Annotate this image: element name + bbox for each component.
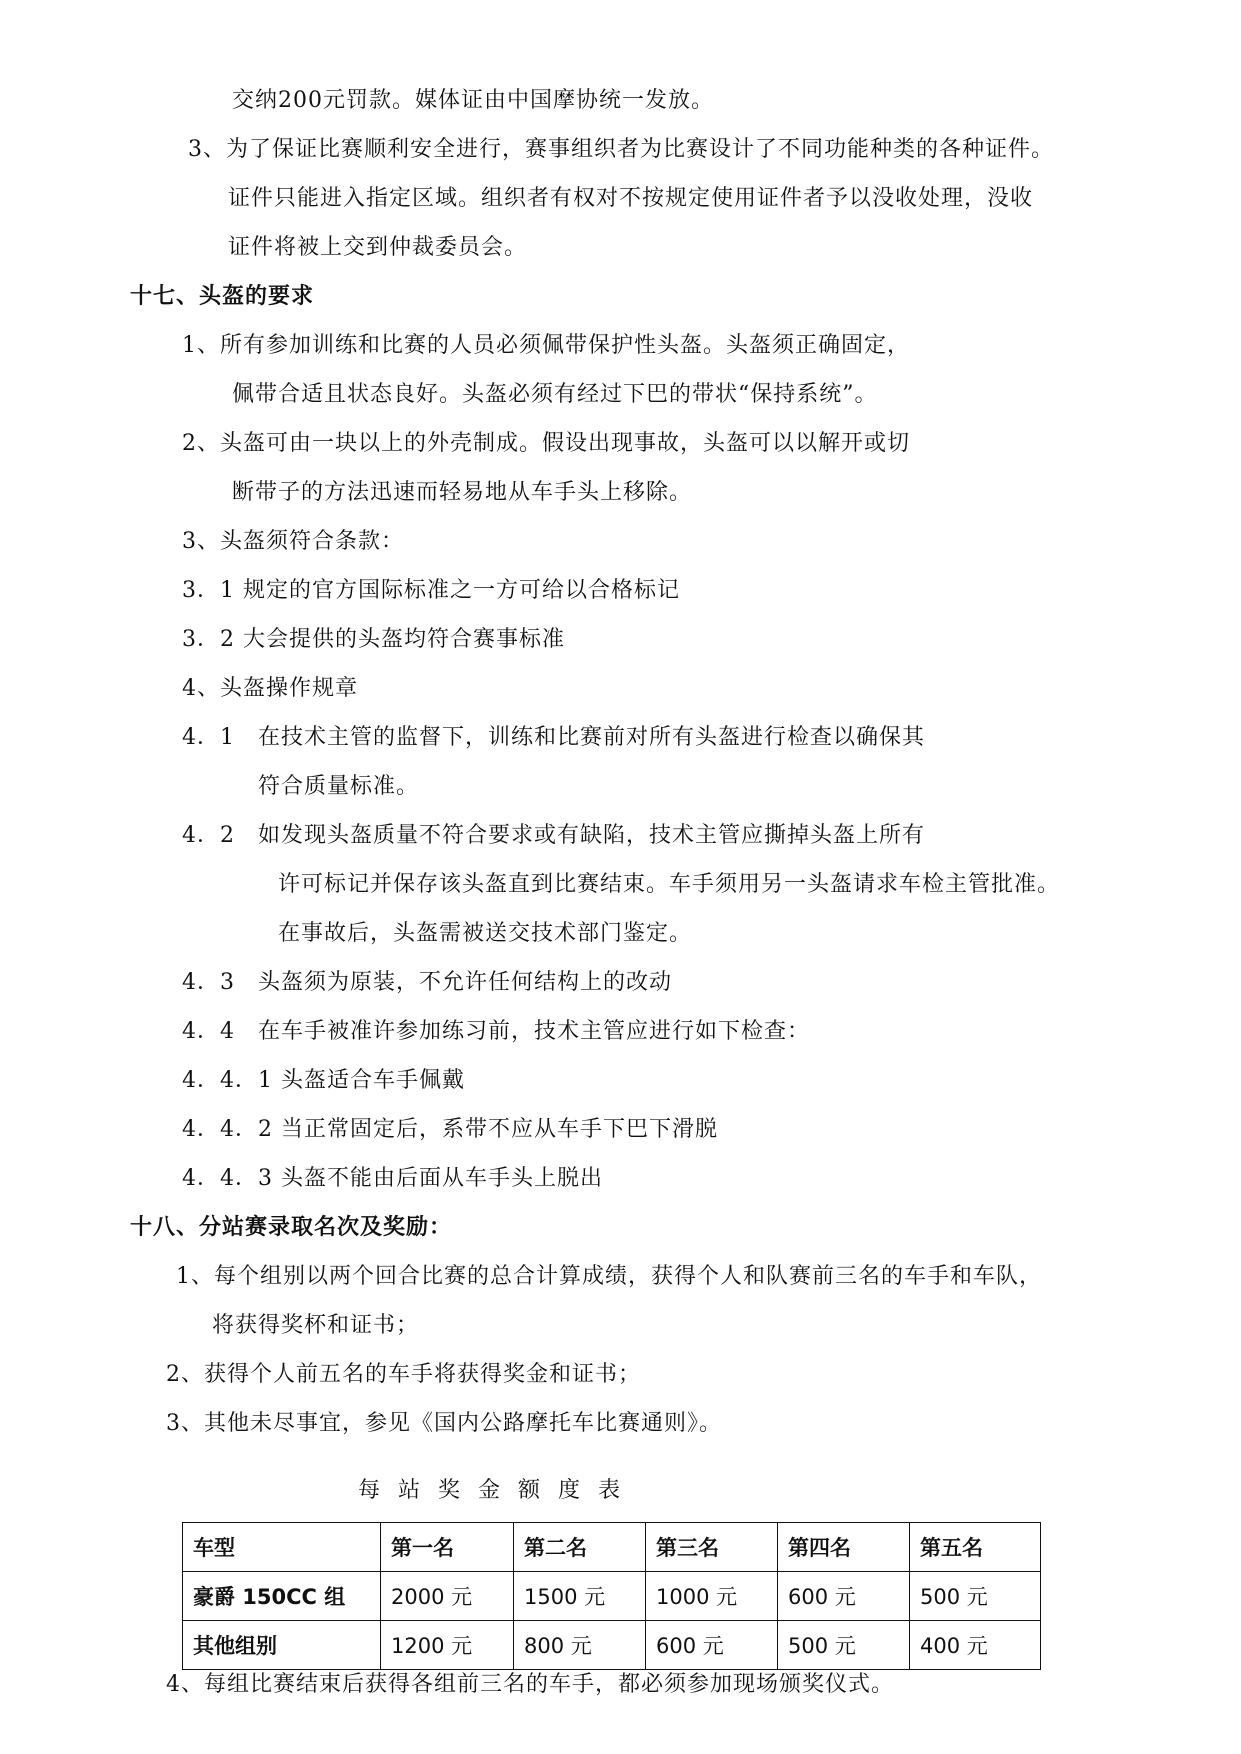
- s18-item-3: 3、其他未尽事宜，参见《国内公路摩托车比赛通则》。: [166, 1411, 722, 1436]
- table-cell: 豪爵 150CC 组: [183, 1572, 381, 1621]
- table-cell: 1500 元: [514, 1572, 646, 1621]
- table-cell: 2000 元: [381, 1572, 514, 1621]
- s17-item-2-cont: 断带子的方法迅速而轻易地从车手头上移除。: [232, 480, 693, 505]
- table-header-cell: 第三名: [646, 1523, 778, 1572]
- s17-item-4-4-2: 4．4．2 当正常固定后，系带不应从车手下巴下滑脱: [182, 1117, 718, 1142]
- table-cell: 400 元: [910, 1621, 1041, 1670]
- intro-line: 交纳200元罚款。媒体证由中国摩协统一发放。: [232, 88, 714, 113]
- table-cell: 600 元: [646, 1621, 778, 1670]
- table-header-cell: 车型: [183, 1523, 381, 1572]
- table-cell: 其他组别: [183, 1621, 381, 1670]
- table-header-cell: 第四名: [778, 1523, 910, 1572]
- s17-item-4-2-number: 4．2: [182, 823, 235, 848]
- s18-item-1: 1、每个组别以两个回合比赛的总合计算成绩，获得个人和队赛前三名的车手和车队，: [176, 1264, 1042, 1289]
- table-cell: 500 元: [778, 1621, 910, 1670]
- s17-item-4-1-cont: 符合质量标准。: [258, 774, 420, 799]
- s17-item-4-4-1: 4．4．1 头盔适合车手佩戴: [182, 1068, 465, 1093]
- s17-item-4: 4、头盔操作规章: [182, 676, 358, 701]
- table-cell: 1200 元: [381, 1621, 514, 1670]
- section-17-heading: 十七、头盔的要求: [130, 284, 315, 309]
- s17-item-1: 1、所有参加训练和比赛的人员必须佩带保护性头盔。头盔须正确固定，: [182, 333, 910, 358]
- s17-item-4-4: 在车手被准许参加练习前，技术主管应进行如下检查：: [258, 1019, 811, 1044]
- s17-item-1-cont: 佩带合适且状态良好。头盔必须有经过下巴的带状“保持系统”。: [232, 382, 878, 407]
- table-header-cell: 第一名: [381, 1523, 514, 1572]
- table-cell: 800 元: [514, 1621, 646, 1670]
- intro-item-3-cont: 证件将被上交到仲裁委员会。: [228, 235, 528, 260]
- table-header-row: [183, 1523, 1041, 1572]
- s17-item-4-1-number: 4．1: [182, 725, 235, 750]
- prize-table-title: 每站奖金额度表: [358, 1478, 639, 1503]
- s18-item-2: 2、获得个人前五名的车手将获得奖金和证书；: [166, 1362, 641, 1387]
- s17-item-4-4-3: 4．4．3 头盔不能由后面从车手头上脱出: [182, 1166, 603, 1191]
- prize-table: [182, 1522, 1041, 1670]
- s18-item-4: 4、每组比赛结束后获得各组前三名的车手，都必须参加现场颁奖仪式。: [166, 1672, 894, 1697]
- s17-item-4-2: 如发现头盔质量不符合要求或有缺陷，技术主管应撕掉头盔上所有: [258, 823, 926, 848]
- s17-item-4-3: 头盔须为原装，不允许任何结构上的改动: [258, 970, 673, 995]
- table-cell: 500 元: [910, 1572, 1041, 1621]
- section-18-heading: 十八、分站赛录取名次及奖励：: [130, 1215, 453, 1240]
- table-row: [183, 1572, 1041, 1621]
- s17-item-4-1: 在技术主管的监督下，训练和比赛前对所有头盔进行检查以确保其: [258, 725, 926, 750]
- table-row: [183, 1621, 1041, 1670]
- s17-item-4-2-cont: 在事故后，头盔需被送交技术部门鉴定。: [278, 921, 693, 946]
- s17-item-4-4-number: 4．4: [182, 1019, 235, 1044]
- s17-item-3: 3、头盔须符合条款：: [182, 529, 404, 554]
- s17-item-3-1: 3．1 规定的官方国际标准之一方可给以合格标记: [182, 578, 680, 603]
- table-cell: 600 元: [778, 1572, 910, 1621]
- s17-item-4-3-number: 4．3: [182, 970, 235, 995]
- s17-item-4-2-cont: 许可标记并保存该头盔直到比赛结束。车手须用另一头盔请求车检主管批准。: [278, 872, 1061, 897]
- s17-item-3-2: 3．2 大会提供的头盔均符合赛事标准: [182, 627, 565, 652]
- intro-item-3-cont: 证件只能进入指定区域。组织者有权对不按规定使用证件者予以没收处理，没收: [228, 186, 1034, 211]
- table-header-cell: 第五名: [910, 1523, 1041, 1572]
- table-header-cell: 第二名: [514, 1523, 646, 1572]
- intro-item-3: 3、为了保证比赛顺利安全进行，赛事组织者为比赛设计了不同功能种类的各种证件。: [188, 137, 1054, 162]
- s17-item-2: 2、头盔可由一块以上的外壳制成。假设出现事故，头盔可以以解开或切: [182, 431, 910, 456]
- table-cell: 1000 元: [646, 1572, 778, 1621]
- s18-item-1-cont: 将获得奖杯和证书；: [212, 1313, 420, 1338]
